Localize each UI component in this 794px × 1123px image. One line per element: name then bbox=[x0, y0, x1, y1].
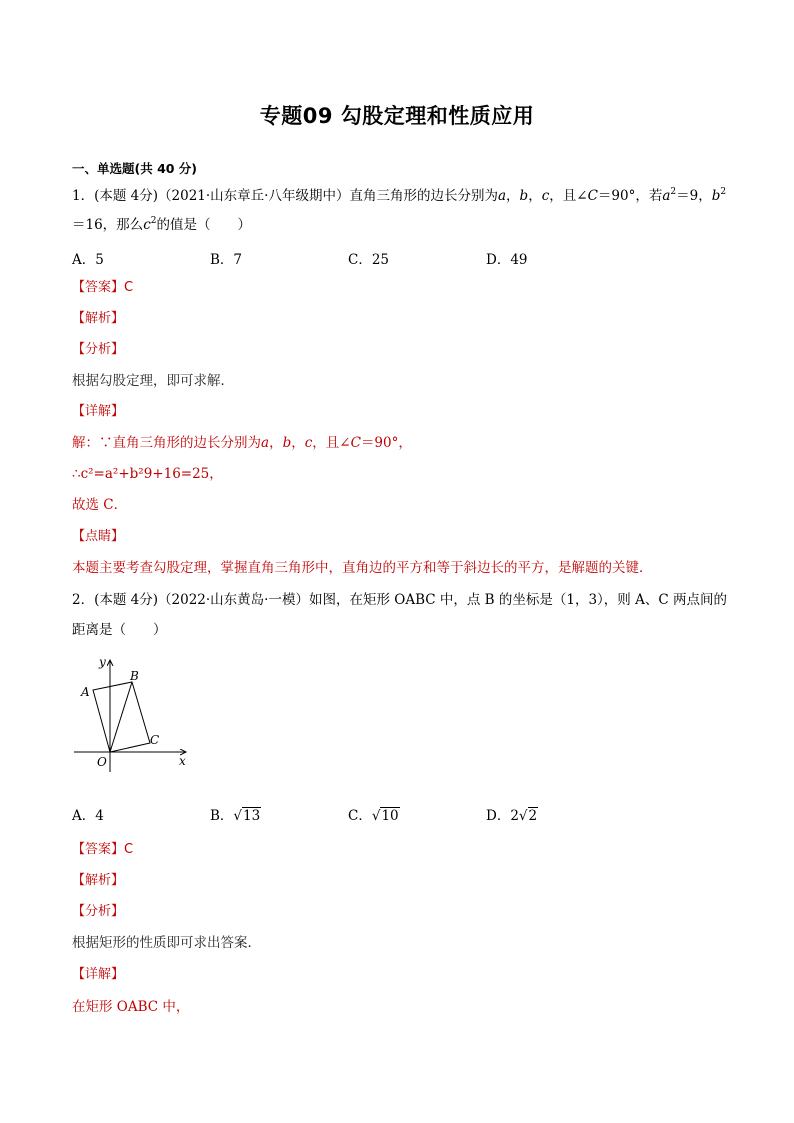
q2-option-b bbox=[210, 804, 261, 824]
diagonal-ob bbox=[110, 682, 132, 752]
label-y: y bbox=[99, 655, 106, 669]
q1-comment-text: 本题主要考查勾股定理，掌握直角三角形中，直角边的平方和等于斜边长的平方，是解题的关键． bbox=[72, 560, 653, 576]
q2-number: 2． bbox=[72, 592, 95, 608]
q1-option-c: C．25 bbox=[348, 252, 390, 268]
q2-option-c-prefix: C． bbox=[348, 808, 372, 824]
q1-detail1-b: ，且∠ bbox=[312, 435, 351, 451]
q2-option-d bbox=[486, 804, 538, 824]
q1-source: （2021·山东章丘·八年级期中） bbox=[158, 188, 350, 204]
q1-stem-a: 直角三角形的边长分别为 bbox=[349, 188, 498, 204]
sqrt-symbol: √10 bbox=[371, 808, 399, 824]
sqrt-symbol: √13 bbox=[233, 808, 261, 824]
q1-fenxi-text: 根据勾股定理，即可求解． bbox=[72, 373, 234, 389]
q2-detail-tag: 【详解】 bbox=[72, 967, 125, 982]
q1-number: 1． bbox=[72, 188, 95, 204]
q1-detail-var-b: b bbox=[282, 435, 292, 451]
q1-stem-line2: ＝16，那么$c^2$的值是（ ） bbox=[72, 216, 251, 233]
q1-line2-tail: 的值是（ ） bbox=[156, 217, 251, 233]
q2-option-c-radicand: 10 bbox=[381, 808, 399, 824]
q2-answer-tag: 【答案】 bbox=[72, 842, 125, 857]
section-heading: 一、单选题(共 40 分) bbox=[72, 161, 198, 176]
q1-line2-lead: ＝16，那么 bbox=[72, 217, 144, 233]
q1-detail1-c: ＝90°， bbox=[360, 435, 412, 451]
q1-fenxi-tag: 【分析】 bbox=[72, 342, 125, 357]
q1-option-d: D．49 bbox=[486, 252, 528, 268]
q2-option-d-prefix: D．2 bbox=[486, 808, 519, 824]
q1-answer bbox=[72, 279, 133, 297]
q2-option-c bbox=[348, 804, 400, 824]
q2-fenxi-text: 根据矩形的性质即可求出答案． bbox=[72, 935, 261, 951]
q1-var-C: C bbox=[587, 188, 598, 204]
q1-var-c2: c bbox=[143, 217, 151, 233]
q1-detail1-a: 解：∵直角三角形的边长分别为 bbox=[72, 435, 261, 451]
q1-option-b: B．7 bbox=[210, 252, 243, 268]
q1-option-a: A．5 bbox=[72, 252, 104, 268]
label-c: C bbox=[150, 733, 160, 747]
q1-detail-line2: ∴c²=a²+b²9+16=25， bbox=[72, 466, 223, 482]
q2-answer bbox=[72, 841, 133, 859]
q1-detail-var-C: C bbox=[350, 435, 361, 451]
q1-answer-tag: 【答案】 bbox=[72, 280, 125, 295]
q2-option-a: A．4 bbox=[72, 808, 104, 824]
q1-cond1: ＝9， bbox=[676, 188, 712, 204]
q1-var-b: b bbox=[519, 188, 529, 204]
q2-source: （2022·山东黄岛·一模） bbox=[158, 592, 309, 608]
label-x: x bbox=[179, 754, 186, 768]
q2-analysis-tag: 【解析】 bbox=[72, 873, 125, 888]
q1-analysis-tag: 【解析】 bbox=[72, 311, 125, 326]
q1-detail-var-c: c bbox=[304, 435, 313, 451]
q2-stem-line1 bbox=[72, 591, 727, 609]
q1-points: (本题 4分) bbox=[94, 188, 159, 204]
q1-var-a2: a bbox=[662, 188, 671, 204]
q2-stem: 如图，在矩形 OABC 中，点 B 的坐标是（1，3），则 A、C 两点间的 bbox=[308, 592, 727, 608]
q2-answer-value: C bbox=[124, 842, 134, 857]
q1-detail-tag: 【详解】 bbox=[72, 404, 125, 419]
q2-option-b-radicand: 13 bbox=[243, 808, 261, 824]
q2-figure bbox=[72, 652, 202, 777]
q2-detail-line1: 在矩形 OABC 中， bbox=[72, 999, 190, 1015]
q2-fenxi-tag: 【分析】 bbox=[72, 904, 125, 919]
q1-var-c: c bbox=[541, 188, 550, 204]
q1-stem-line1: 1．(本题 4分)（2021·山东章丘·八年级期中）直角三角形的边长分别为a，b，c，且∠C＝90°，若$a^2=9$，$b^2$ bbox=[72, 187, 727, 204]
q1-stem-b: ，且∠ bbox=[549, 188, 588, 204]
q1-var-b2: b bbox=[711, 188, 721, 204]
q1-detail-var-a: a bbox=[261, 435, 270, 451]
q2-stem-line2: 距离是（ ） bbox=[72, 622, 167, 638]
label-a: A bbox=[81, 685, 90, 699]
page-title: 专题09 勾股定理和性质应用 bbox=[259, 104, 535, 128]
label-o: O bbox=[97, 755, 107, 769]
q2-points: (本题 4分) bbox=[94, 592, 159, 608]
q1-detail-line1: 解：∵直角三角形的边长分别为a，b，c，且∠C＝90°， bbox=[72, 435, 412, 451]
q2-option-b-prefix: B． bbox=[210, 808, 234, 824]
q1-var-a: a bbox=[497, 188, 507, 204]
q1-comment-tag: 【点睛】 bbox=[72, 529, 125, 544]
q2-option-d-radicand: 2 bbox=[528, 808, 538, 824]
sqrt-symbol: √2 bbox=[518, 808, 538, 824]
q1-answer-value: C bbox=[124, 280, 134, 295]
q1-stem-c: ＝90°，若 bbox=[597, 188, 663, 204]
label-b: B bbox=[130, 669, 139, 683]
q1-detail-line3: 故选 C． bbox=[72, 497, 128, 513]
